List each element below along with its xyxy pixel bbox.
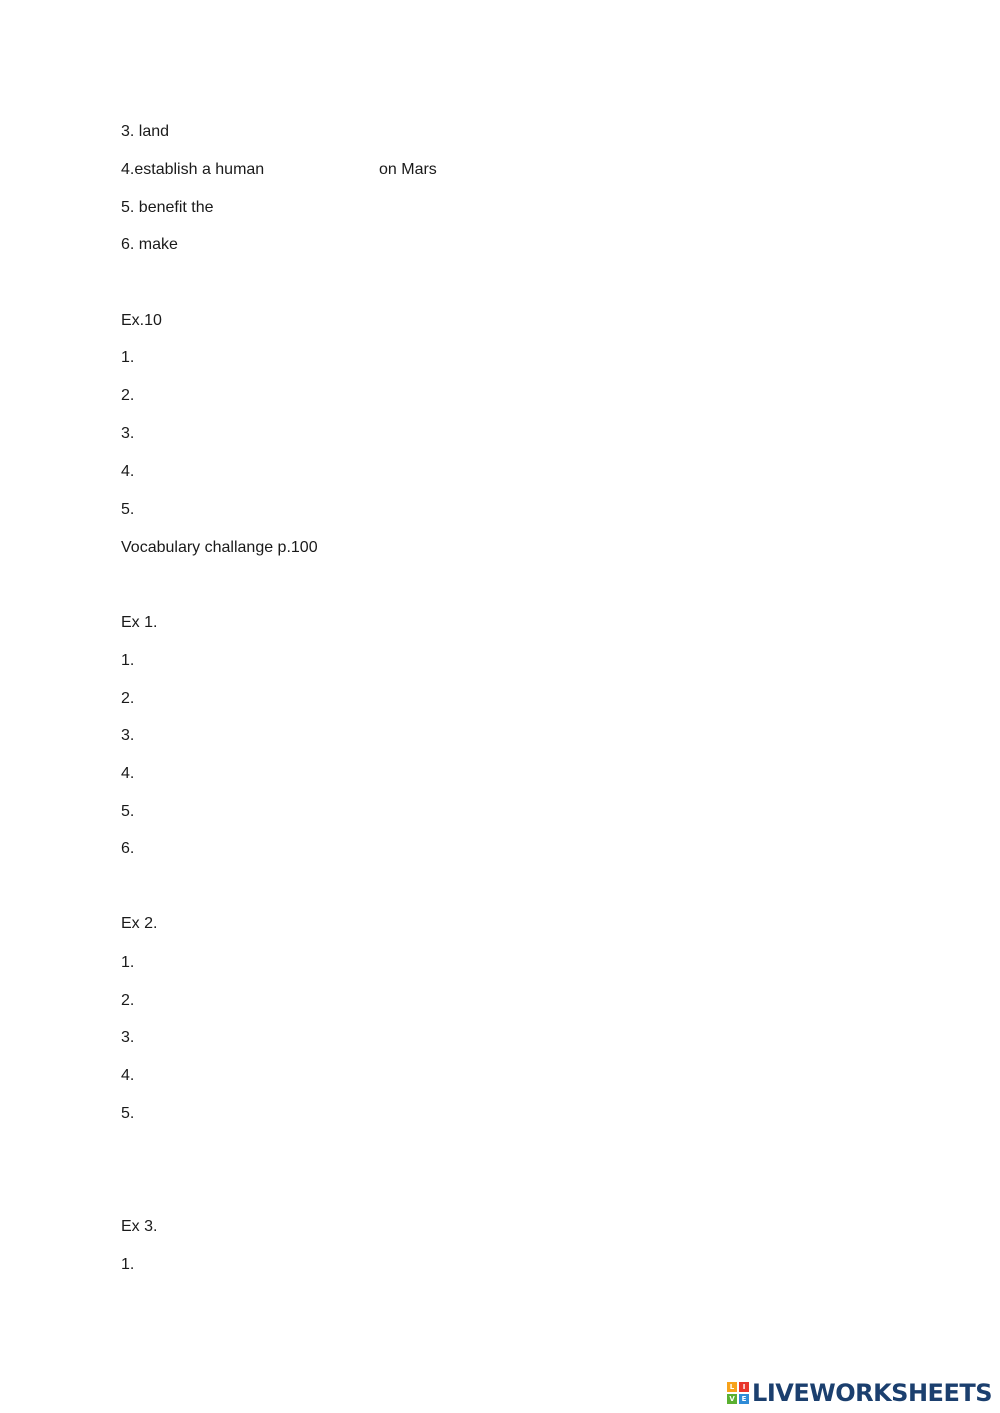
answer-line-land: 3. land — [121, 123, 170, 140]
answer-item: 1. — [121, 349, 135, 366]
answer-item: 3. — [121, 727, 135, 744]
logo-mark-tile: V — [727, 1394, 737, 1404]
answer-item: 2. — [121, 690, 135, 707]
exercise-heading-ex3: Ex 3. — [121, 1218, 158, 1235]
answer-line-establish-tail: on Mars — [379, 161, 437, 178]
logo-mark-tile: L — [727, 1382, 737, 1392]
answer-item: 2. — [121, 387, 135, 404]
answer-item: 5. — [121, 1105, 135, 1122]
answer-item: 5. — [121, 803, 135, 820]
answer-item: 4. — [121, 765, 135, 782]
answer-item: 6. — [121, 840, 135, 857]
answer-item: 4. — [121, 463, 135, 480]
logo-mark-tile: I — [739, 1382, 749, 1392]
answer-line-establish: 4.establish a human — [121, 161, 265, 178]
exercise-heading-ex10: Ex.10 — [121, 312, 162, 329]
answer-line-make: 6. make — [121, 236, 178, 253]
liveworksheets-logo — [727, 1380, 992, 1406]
logo-text: LIVEWORKSHEETS — [752, 1379, 992, 1407]
answer-item: 4. — [121, 1067, 135, 1084]
answer-item: 2. — [121, 992, 135, 1009]
logo-mark-icon — [727, 1382, 749, 1404]
exercise-heading-ex1: Ex 1. — [121, 614, 158, 631]
answer-item: 3. — [121, 425, 135, 442]
answer-item: 5. — [121, 501, 135, 518]
answer-line-benefit: 5. benefit the — [121, 199, 214, 216]
answer-item: 3. — [121, 1029, 135, 1046]
section-heading-vocabulary: Vocabulary challange p.100 — [121, 539, 318, 556]
answer-item: 1. — [121, 954, 135, 971]
logo-mark-tile: E — [739, 1394, 749, 1404]
exercise-heading-ex2: Ex 2. — [121, 915, 158, 932]
answer-item: 1. — [121, 652, 135, 669]
answer-item: 1. — [121, 1256, 135, 1273]
